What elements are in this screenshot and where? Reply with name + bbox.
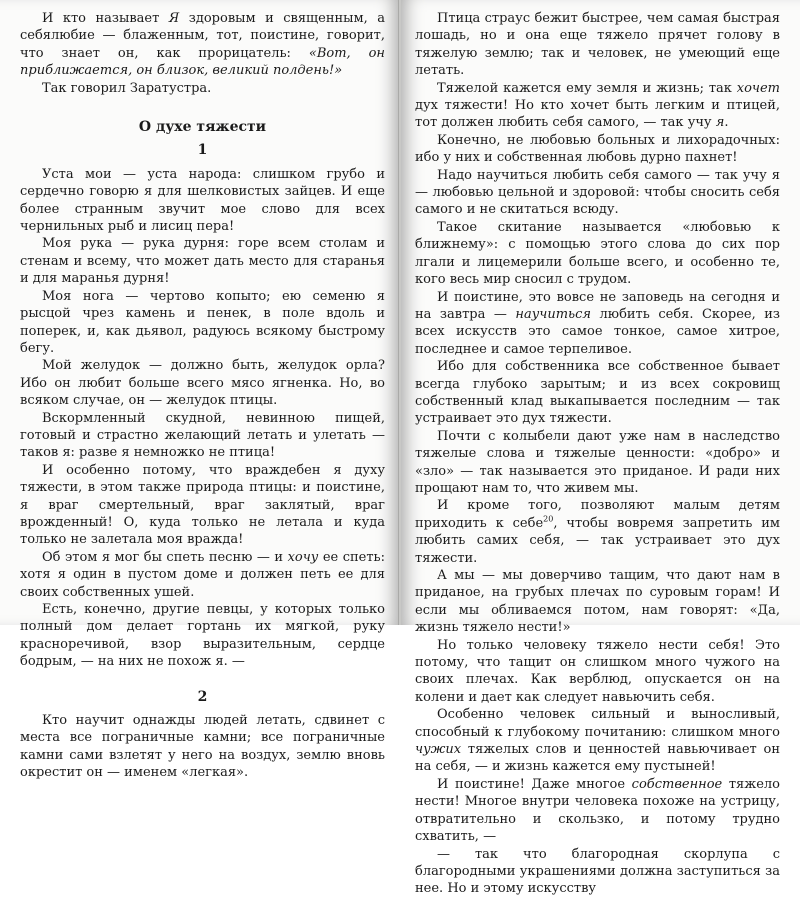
chapter-heading: О духе тяжести [138,119,267,136]
paragraph: И поистине, это вовсе не заповедь на сегодня и на завтра — научиться любить себя. Скорее, из всех искусств это самое тонкое, самое хитрое, последнее и самое терпеливое. [415,289,780,357]
section-number: 1 [197,142,208,159]
paragraph: И кто называет Я здоровым и священным, а себялюбие — блаженным, тот, поистине, говорит, что знает он, как прорицатель: «Вот, он приближается, он близок, великий полдень!» [20,11,385,79]
paragraph: Об этом я мог бы спеть песню — и хочу ее спеть: хотя я один в пустом доме и должен петь ее для своих собственных ушей. [20,549,385,600]
left-page [0,0,399,781]
paragraph: А мы — мы доверчиво тащим, что дают нам в приданое, на грубых плечах по суровым горам! И если мы обливаемся потом, нам говорят: «Да, жизнь тяжело нести!» [415,568,780,636]
paragraph: Почти с колыбели дают уже нам в наследство тяжелые слова и тяжелые ценности: «добро» и «зло» — так называется это приданое. И ради них прощают нам то, что живем мы. [415,428,780,496]
section-number: 2 [197,688,208,705]
paragraph: Вскормленный скудной, невинною пищей, готовый и страстно желающий летать и улетать — таков я: разве я немножко не птица! [20,410,385,461]
paragraph: Особенно человек сильный и выносливый, способный к глубокому почитанию: слишком много чужих тяжелых слов и ценностей навьючивает он на себя, — и жизнь кажется ему пустыней! [415,707,780,775]
right-page-text [415,10,780,898]
paragraph: Моя рука — рука дурня: горе всем столам и стенам и всему, что может дать место для старанья и для маранья дурня! [20,236,385,287]
paragraph: Такое скитание называется «любовью к ближнему»: с помощью этого слова до сих пор лгали и лицемерили больше всего, и особенно те, кого весь мир сносил с трудом. [415,219,780,288]
paragraph: Но только человеку тяжело нести себя! Это потому, что тащит он слишком много чужого на своих плечах. Как верблюд, опускается он на колени и дает как следует навьючить себя. [415,637,780,705]
paragraph: Надо научиться любить себя самого — так учу я — любовью цельной и здоровой: чтобы сносить себя самого и не скитаться всюду. [415,167,780,218]
paragraph: Тяжелой кажется ему земля и жизнь; так хочет дух тяжести! Но кто хочет быть легким и птицей, тот должен любить себя самого, — так учу я. [415,80,780,131]
paragraph: Мой желудок — должно быть, желудок орла? Ибо он любит больше всего мясо ягненка. Но, во всяком случае, он — желудок птицы. [20,358,385,409]
paragraph: И особенно потому, что враждебен я духу тяжести, в этом также природа птицы: и поистине, я враг смертельный, враг заклятый, враг врожденный! О, куда только не летала и куда только не залетала моя вражда! [20,462,385,548]
paragraph: Моя нога — чертово копыто; ею семеню я рысцой чрез камень и пенек, в поле вдоль и поперек, и, как дьявол, радуюсь всякому быстрому бегу. [20,288,385,356]
paragraph: Есть, конечно, другие певцы, у которых только полный дом делает гортань их мягкой, руку красноречивой, взор выразительным, сердце бодрым, — на них не похож я. — [20,602,385,670]
paragraph: И поистине! Даже многое собственное тяжело нести! Многое внутри человека похоже на устрицу, отвратительно и скользко, и потому трудно схватить, — [415,776,781,845]
closing-line: Так говорил Заратустра. [42,80,212,96]
paragraph: Кто научит однажды людей летать, сдвинет с места все пограничные камни; все пограничные камни сами взлетят у него на воздух, землю вновь окрестит он — именем «легкая». [20,713,385,781]
right-page [401,0,800,897]
paragraph: — так что благородная скорлупа с благородными украшениями должна заступиться за нее. Но и этому искусству [415,846,780,897]
paragraph: Конечно, не любовью больных и лихорадочных: ибо у них и собственная любовь дурно пахнет! [415,132,780,166]
footnote-marker: 20 [543,514,554,524]
paragraph: Ибо для собственника все собственное бывает всегда глубоко зарытым; и из всех сокровищ собственный клад выкапывается последним — так устраивает это дух тяжести. [415,359,780,427]
left-page-text [20,10,385,782]
paragraph: И кроме того, позволяют малым детям приходить к себе$^{20}$, чтобы вовремя запретить им любить самих себя, — так устраивает это дух тяжести. [415,498,780,566]
paragraph: Птица страус бежит быстрее, чем самая быстрая лошадь, но и она еще тяжело прячет голову в тяжелую землю; так и человек, не умеющий еще летать. [415,11,780,79]
paragraph: Уста мои — уста народа: слишком грубо и сердечно говорю я для шелковистых зайцев. И еще более странным звучит мое слово для всех чернильных рыб и лисиц пера! [20,166,385,235]
